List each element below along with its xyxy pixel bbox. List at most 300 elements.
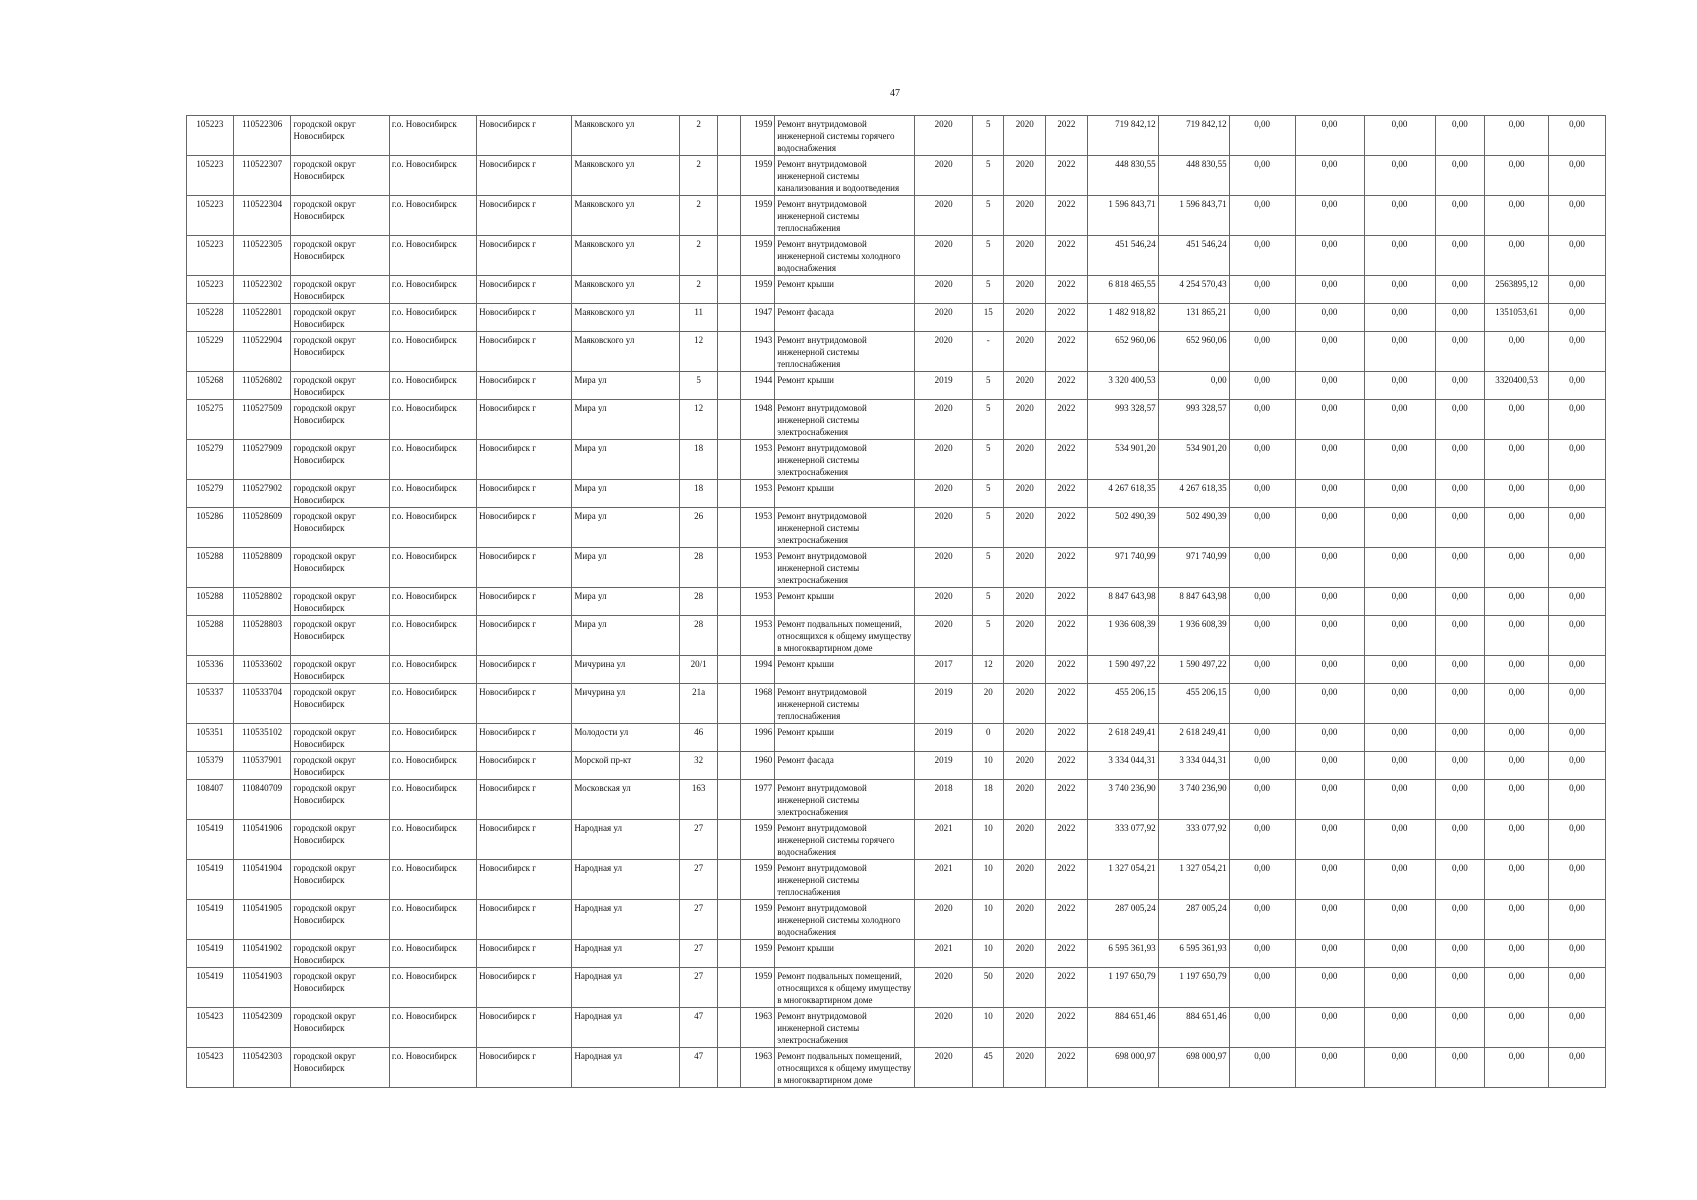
cell-street: Морской пр-кт [572,752,680,780]
cell-building [718,616,740,656]
cell-work-id: 110527902 [233,480,291,508]
cell-work-type: Ремонт внутридомовой инженерной системы электроснабжения [775,440,915,480]
cell-last-repair-year: 2020 [915,116,973,156]
cell-city: Новосибирск г [477,332,572,372]
cell-plan-end-year: 2022 [1046,752,1088,780]
cell-total-cost: 1 482 918,82 [1087,304,1158,332]
table-row [187,236,1606,276]
cell-wear-percent: 5 [973,508,1004,548]
cell-federal-funds: 0,00 [1229,440,1295,480]
cell-regional-operator-funds: 1 596 843,71 [1158,196,1229,236]
cell-house-number: 28 [679,548,718,588]
cell-year-built: 1953 [740,440,774,480]
cell-local-funds: 0,00 [1364,1008,1435,1048]
table-row [187,276,1606,304]
cell-street: Народная ул [572,940,680,968]
cell-local-funds: 0,00 [1364,116,1435,156]
cell-municipality: городской округ Новосибирск [291,196,389,236]
cell-regional-funds: 0,00 [1295,900,1364,940]
cell-district: г.о. Новосибирск [389,860,476,900]
cell-federal-funds: 0,00 [1229,400,1295,440]
cell-city: Новосибирск г [477,616,572,656]
cell-street: Народная ул [572,968,680,1008]
cell-building [718,780,740,820]
cell-year-built: 1943 [740,332,774,372]
cell-plan-end-year: 2022 [1046,656,1088,684]
cell-house-id: 105223 [187,236,234,276]
table-row [187,724,1606,752]
cell-total-cost: 884 651,46 [1087,1008,1158,1048]
cell-regional-operator-funds: 451 546,24 [1158,236,1229,276]
cell-regional-funds: 0,00 [1295,236,1364,276]
cell-work-type: Ремонт подвальных помещений, относящихся к общему имуществу в многоквартирном доме [775,968,915,1008]
cell-regional-funds: 0,00 [1295,820,1364,860]
cell-building [718,588,740,616]
cell-owners-funds: 0,00 [1435,400,1485,440]
cell-house-id: 105223 [187,196,234,236]
table-row [187,820,1606,860]
cell-extra-funds: 0,00 [1549,304,1606,332]
cell-building [718,752,740,780]
cell-regional-operator-funds: 2 618 249,41 [1158,724,1229,752]
table-row [187,548,1606,588]
cell-owners-funds: 0,00 [1435,440,1485,480]
cell-last-repair-year: 2020 [915,440,973,480]
cell-building [718,304,740,332]
cell-local-funds: 0,00 [1364,780,1435,820]
cell-last-repair-year: 2020 [915,156,973,196]
cell-plan-start-year: 2020 [1004,588,1046,616]
cell-house-id: 105351 [187,724,234,752]
cell-last-repair-year: 2020 [915,900,973,940]
cell-total-cost: 3 320 400,53 [1087,372,1158,400]
cell-extra-funds: 0,00 [1549,276,1606,304]
cell-house-id: 105423 [187,1008,234,1048]
cell-extra-funds: 0,00 [1549,968,1606,1008]
cell-city: Новосибирск г [477,820,572,860]
cell-city: Новосибирск г [477,276,572,304]
cell-other-funds: 0,00 [1485,156,1549,196]
cell-last-repair-year: 2020 [915,400,973,440]
cell-plan-end-year: 2022 [1046,940,1088,968]
cell-year-built: 1963 [740,1048,774,1088]
cell-city: Новосибирск г [477,508,572,548]
cell-extra-funds: 0,00 [1549,372,1606,400]
cell-district: г.о. Новосибирск [389,304,476,332]
cell-last-repair-year: 2021 [915,820,973,860]
table-row [187,656,1606,684]
cell-owners-funds: 0,00 [1435,616,1485,656]
cell-owners-funds: 0,00 [1435,116,1485,156]
cell-plan-start-year: 2020 [1004,780,1046,820]
cell-other-funds: 2563895,12 [1485,276,1549,304]
cell-city: Новосибирск г [477,1008,572,1048]
cell-last-repair-year: 2018 [915,780,973,820]
cell-plan-end-year: 2022 [1046,332,1088,372]
cell-regional-funds: 0,00 [1295,616,1364,656]
cell-total-cost: 971 740,99 [1087,548,1158,588]
cell-district: г.о. Новосибирск [389,480,476,508]
cell-municipality: городской округ Новосибирск [291,900,389,940]
cell-wear-percent: 50 [973,968,1004,1008]
cell-house-number: 27 [679,900,718,940]
cell-house-number: 20/1 [679,656,718,684]
cell-house-id: 105279 [187,480,234,508]
cell-local-funds: 0,00 [1364,372,1435,400]
cell-city: Новосибирск г [477,480,572,508]
cell-regional-operator-funds: 652 960,06 [1158,332,1229,372]
cell-wear-percent: 10 [973,900,1004,940]
cell-house-number: 27 [679,860,718,900]
table-row [187,752,1606,780]
cell-total-cost: 4 267 618,35 [1087,480,1158,508]
cell-street: Маяковского ул [572,276,680,304]
cell-wear-percent: 5 [973,116,1004,156]
cell-year-built: 1959 [740,820,774,860]
cell-owners-funds: 0,00 [1435,372,1485,400]
cell-work-type: Ремонт подвальных помещений, относящихся к общему имуществу в многоквартирном доме [775,1048,915,1088]
cell-extra-funds: 0,00 [1549,860,1606,900]
cell-extra-funds: 0,00 [1549,440,1606,480]
cell-street: Мира ул [572,588,680,616]
cell-work-id: 110541904 [233,860,291,900]
cell-local-funds: 0,00 [1364,304,1435,332]
cell-wear-percent: 20 [973,684,1004,724]
cell-house-id: 105268 [187,372,234,400]
cell-other-funds: 0,00 [1485,900,1549,940]
cell-extra-funds: 0,00 [1549,1048,1606,1088]
cell-plan-end-year: 2022 [1046,116,1088,156]
cell-extra-funds: 0,00 [1549,724,1606,752]
cell-year-built: 1959 [740,236,774,276]
cell-year-built: 1959 [740,900,774,940]
cell-municipality: городской округ Новосибирск [291,656,389,684]
cell-wear-percent: - [973,332,1004,372]
cell-plan-end-year: 2022 [1046,684,1088,724]
cell-last-repair-year: 2020 [915,588,973,616]
cell-year-built: 1944 [740,372,774,400]
cell-district: г.о. Новосибирск [389,968,476,1008]
cell-other-funds: 0,00 [1485,548,1549,588]
cell-district: г.о. Новосибирск [389,1008,476,1048]
cell-work-id: 110528809 [233,548,291,588]
cell-other-funds: 0,00 [1485,724,1549,752]
cell-district: г.о. Новосибирск [389,276,476,304]
cell-total-cost: 652 960,06 [1087,332,1158,372]
cell-house-number: 2 [679,276,718,304]
cell-total-cost: 2 618 249,41 [1087,724,1158,752]
cell-local-funds: 0,00 [1364,276,1435,304]
cell-city: Новосибирск г [477,724,572,752]
cell-owners-funds: 0,00 [1435,820,1485,860]
cell-local-funds: 0,00 [1364,968,1435,1008]
cell-district: г.о. Новосибирск [389,940,476,968]
cell-municipality: городской округ Новосибирск [291,940,389,968]
cell-city: Новосибирск г [477,860,572,900]
cell-regional-funds: 0,00 [1295,684,1364,724]
cell-regional-operator-funds: 4 267 618,35 [1158,480,1229,508]
cell-work-id: 110522307 [233,156,291,196]
cell-house-id: 105419 [187,940,234,968]
cell-regional-funds: 0,00 [1295,304,1364,332]
cell-total-cost: 451 546,24 [1087,236,1158,276]
cell-plan-start-year: 2020 [1004,616,1046,656]
cell-house-id: 105288 [187,548,234,588]
cell-city: Новосибирск г [477,196,572,236]
cell-wear-percent: 45 [973,1048,1004,1088]
cell-district: г.о. Новосибирск [389,752,476,780]
cell-wear-percent: 5 [973,616,1004,656]
cell-municipality: городской округ Новосибирск [291,480,389,508]
cell-plan-end-year: 2022 [1046,400,1088,440]
cell-work-type: Ремонт фасада [775,304,915,332]
cell-other-funds: 0,00 [1485,820,1549,860]
cell-house-id: 105288 [187,588,234,616]
cell-work-id: 110527909 [233,440,291,480]
cell-work-id: 110542309 [233,1008,291,1048]
cell-local-funds: 0,00 [1364,1048,1435,1088]
cell-city: Новосибирск г [477,900,572,940]
cell-work-type: Ремонт внутридомовой инженерной системы теплоснабжения [775,684,915,724]
cell-year-built: 1959 [740,276,774,304]
cell-house-id: 105337 [187,684,234,724]
cell-district: г.о. Новосибирск [389,332,476,372]
cell-plan-end-year: 2022 [1046,820,1088,860]
cell-owners-funds: 0,00 [1435,588,1485,616]
cell-work-id: 110541903 [233,968,291,1008]
cell-street: Маяковского ул [572,116,680,156]
cell-extra-funds: 0,00 [1549,656,1606,684]
cell-building [718,236,740,276]
cell-total-cost: 3 740 236,90 [1087,780,1158,820]
cell-house-number: 27 [679,940,718,968]
cell-total-cost: 993 328,57 [1087,400,1158,440]
cell-plan-end-year: 2022 [1046,480,1088,508]
cell-year-built: 1959 [740,156,774,196]
cell-federal-funds: 0,00 [1229,372,1295,400]
cell-municipality: городской округ Новосибирск [291,236,389,276]
cell-wear-percent: 5 [973,588,1004,616]
cell-municipality: городской округ Новосибирск [291,820,389,860]
cell-street: Мичурина ул [572,656,680,684]
table-row [187,332,1606,372]
cell-extra-funds: 0,00 [1549,196,1606,236]
table-row [187,860,1606,900]
cell-other-funds: 1351053,61 [1485,304,1549,332]
cell-house-id: 105419 [187,860,234,900]
cell-house-id: 105223 [187,116,234,156]
cell-other-funds: 0,00 [1485,616,1549,656]
cell-plan-end-year: 2022 [1046,508,1088,548]
cell-regional-funds: 0,00 [1295,860,1364,900]
cell-work-type: Ремонт внутридомовой инженерной системы теплоснабжения [775,196,915,236]
cell-last-repair-year: 2017 [915,656,973,684]
cell-other-funds: 0,00 [1485,1008,1549,1048]
cell-work-id: 110541905 [233,900,291,940]
cell-total-cost: 333 077,92 [1087,820,1158,860]
cell-plan-end-year: 2022 [1046,304,1088,332]
cell-city: Новосибирск г [477,1048,572,1088]
cell-year-built: 1959 [740,860,774,900]
cell-street: Маяковского ул [572,236,680,276]
cell-federal-funds: 0,00 [1229,684,1295,724]
cell-wear-percent: 10 [973,820,1004,860]
table-row [187,588,1606,616]
cell-last-repair-year: 2019 [915,752,973,780]
cell-district: г.о. Новосибирск [389,820,476,860]
cell-building [718,548,740,588]
cell-regional-operator-funds: 971 740,99 [1158,548,1229,588]
cell-district: г.о. Новосибирск [389,236,476,276]
cell-work-type: Ремонт внутридомовой инженерной системы теплоснабжения [775,860,915,900]
cell-house-id: 105223 [187,276,234,304]
cell-district: г.о. Новосибирск [389,616,476,656]
cell-extra-funds: 0,00 [1549,616,1606,656]
table-row [187,900,1606,940]
cell-work-id: 110527509 [233,400,291,440]
cell-regional-operator-funds: 1 590 497,22 [1158,656,1229,684]
cell-work-id: 110542303 [233,1048,291,1088]
cell-house-id: 105419 [187,968,234,1008]
cell-extra-funds: 0,00 [1549,332,1606,372]
cell-local-funds: 0,00 [1364,508,1435,548]
cell-plan-start-year: 2020 [1004,372,1046,400]
cell-street: Мира ул [572,616,680,656]
cell-plan-end-year: 2022 [1046,616,1088,656]
cell-regional-operator-funds: 1 327 054,21 [1158,860,1229,900]
cell-year-built: 1953 [740,588,774,616]
cell-wear-percent: 5 [973,196,1004,236]
cell-work-type: Ремонт внутридомовой инженерной системы холодного водоснабжения [775,900,915,940]
cell-house-id: 105286 [187,508,234,548]
cell-plan-start-year: 2020 [1004,1008,1046,1048]
cell-wear-percent: 5 [973,236,1004,276]
cell-other-funds: 0,00 [1485,480,1549,508]
cell-regional-funds: 0,00 [1295,276,1364,304]
cell-local-funds: 0,00 [1364,236,1435,276]
cell-work-type: Ремонт внутридомовой инженерной системы горячего водоснабжения [775,820,915,860]
cell-local-funds: 0,00 [1364,940,1435,968]
cell-plan-end-year: 2022 [1046,156,1088,196]
cell-house-number: 2 [679,116,718,156]
cell-building [718,684,740,724]
cell-house-number: 21а [679,684,718,724]
cell-house-number: 11 [679,304,718,332]
cell-wear-percent: 18 [973,780,1004,820]
cell-federal-funds: 0,00 [1229,156,1295,196]
cell-total-cost: 8 847 643,98 [1087,588,1158,616]
cell-house-number: 2 [679,196,718,236]
cell-house-number: 47 [679,1048,718,1088]
cell-building [718,968,740,1008]
cell-plan-start-year: 2020 [1004,440,1046,480]
cell-work-id: 110522306 [233,116,291,156]
cell-municipality: городской округ Новосибирск [291,156,389,196]
cell-district: г.о. Новосибирск [389,508,476,548]
cell-plan-end-year: 2022 [1046,1048,1088,1088]
table-row [187,508,1606,548]
cell-house-number: 32 [679,752,718,780]
cell-federal-funds: 0,00 [1229,196,1295,236]
cell-other-funds: 0,00 [1485,940,1549,968]
cell-last-repair-year: 2020 [915,236,973,276]
cell-plan-end-year: 2022 [1046,860,1088,900]
cell-federal-funds: 0,00 [1229,508,1295,548]
table-row [187,1048,1606,1088]
cell-regional-operator-funds: 1 936 608,39 [1158,616,1229,656]
cell-street: Мира ул [572,508,680,548]
cell-last-repair-year: 2020 [915,332,973,372]
cell-building [718,156,740,196]
cell-other-funds: 0,00 [1485,236,1549,276]
cell-extra-funds: 0,00 [1549,116,1606,156]
cell-house-id: 105275 [187,400,234,440]
cell-district: г.о. Новосибирск [389,372,476,400]
table-row [187,400,1606,440]
cell-wear-percent: 5 [973,400,1004,440]
cell-other-funds: 0,00 [1485,1048,1549,1088]
cell-work-type: Ремонт крыши [775,724,915,752]
cell-regional-operator-funds: 698 000,97 [1158,1048,1229,1088]
table-row [187,372,1606,400]
cell-house-id: 105419 [187,900,234,940]
cell-work-id: 110522304 [233,196,291,236]
cell-other-funds: 3320400,53 [1485,372,1549,400]
cell-work-id: 110535102 [233,724,291,752]
cell-local-funds: 0,00 [1364,752,1435,780]
cell-local-funds: 0,00 [1364,548,1435,588]
cell-total-cost: 6 818 465,55 [1087,276,1158,304]
table-row [187,116,1606,156]
cell-building [718,480,740,508]
cell-regional-funds: 0,00 [1295,940,1364,968]
cell-work-id: 110537901 [233,752,291,780]
cell-other-funds: 0,00 [1485,508,1549,548]
cell-last-repair-year: 2020 [915,1048,973,1088]
cell-regional-funds: 0,00 [1295,724,1364,752]
cell-regional-operator-funds: 3 334 044,31 [1158,752,1229,780]
cell-building [718,860,740,900]
cell-owners-funds: 0,00 [1435,1008,1485,1048]
cell-total-cost: 448 830,55 [1087,156,1158,196]
cell-plan-start-year: 2020 [1004,480,1046,508]
cell-owners-funds: 0,00 [1435,480,1485,508]
cell-local-funds: 0,00 [1364,332,1435,372]
cell-owners-funds: 0,00 [1435,724,1485,752]
cell-year-built: 1959 [740,940,774,968]
cell-municipality: городской округ Новосибирск [291,548,389,588]
cell-local-funds: 0,00 [1364,400,1435,440]
cell-year-built: 1996 [740,724,774,752]
cell-plan-end-year: 2022 [1046,196,1088,236]
cell-plan-end-year: 2022 [1046,276,1088,304]
cell-owners-funds: 0,00 [1435,332,1485,372]
cell-city: Новосибирск г [477,400,572,440]
cell-work-type: Ремонт крыши [775,588,915,616]
cell-plan-start-year: 2020 [1004,508,1046,548]
table-row [187,480,1606,508]
cell-last-repair-year: 2020 [915,968,973,1008]
cell-work-type: Ремонт крыши [775,656,915,684]
cell-municipality: городской округ Новосибирск [291,968,389,1008]
cell-municipality: городской округ Новосибирск [291,276,389,304]
cell-street: Народная ул [572,1048,680,1088]
cell-municipality: городской округ Новосибирск [291,780,389,820]
cell-owners-funds: 0,00 [1435,752,1485,780]
cell-local-funds: 0,00 [1364,860,1435,900]
cell-plan-start-year: 2020 [1004,116,1046,156]
cell-district: г.о. Новосибирск [389,156,476,196]
